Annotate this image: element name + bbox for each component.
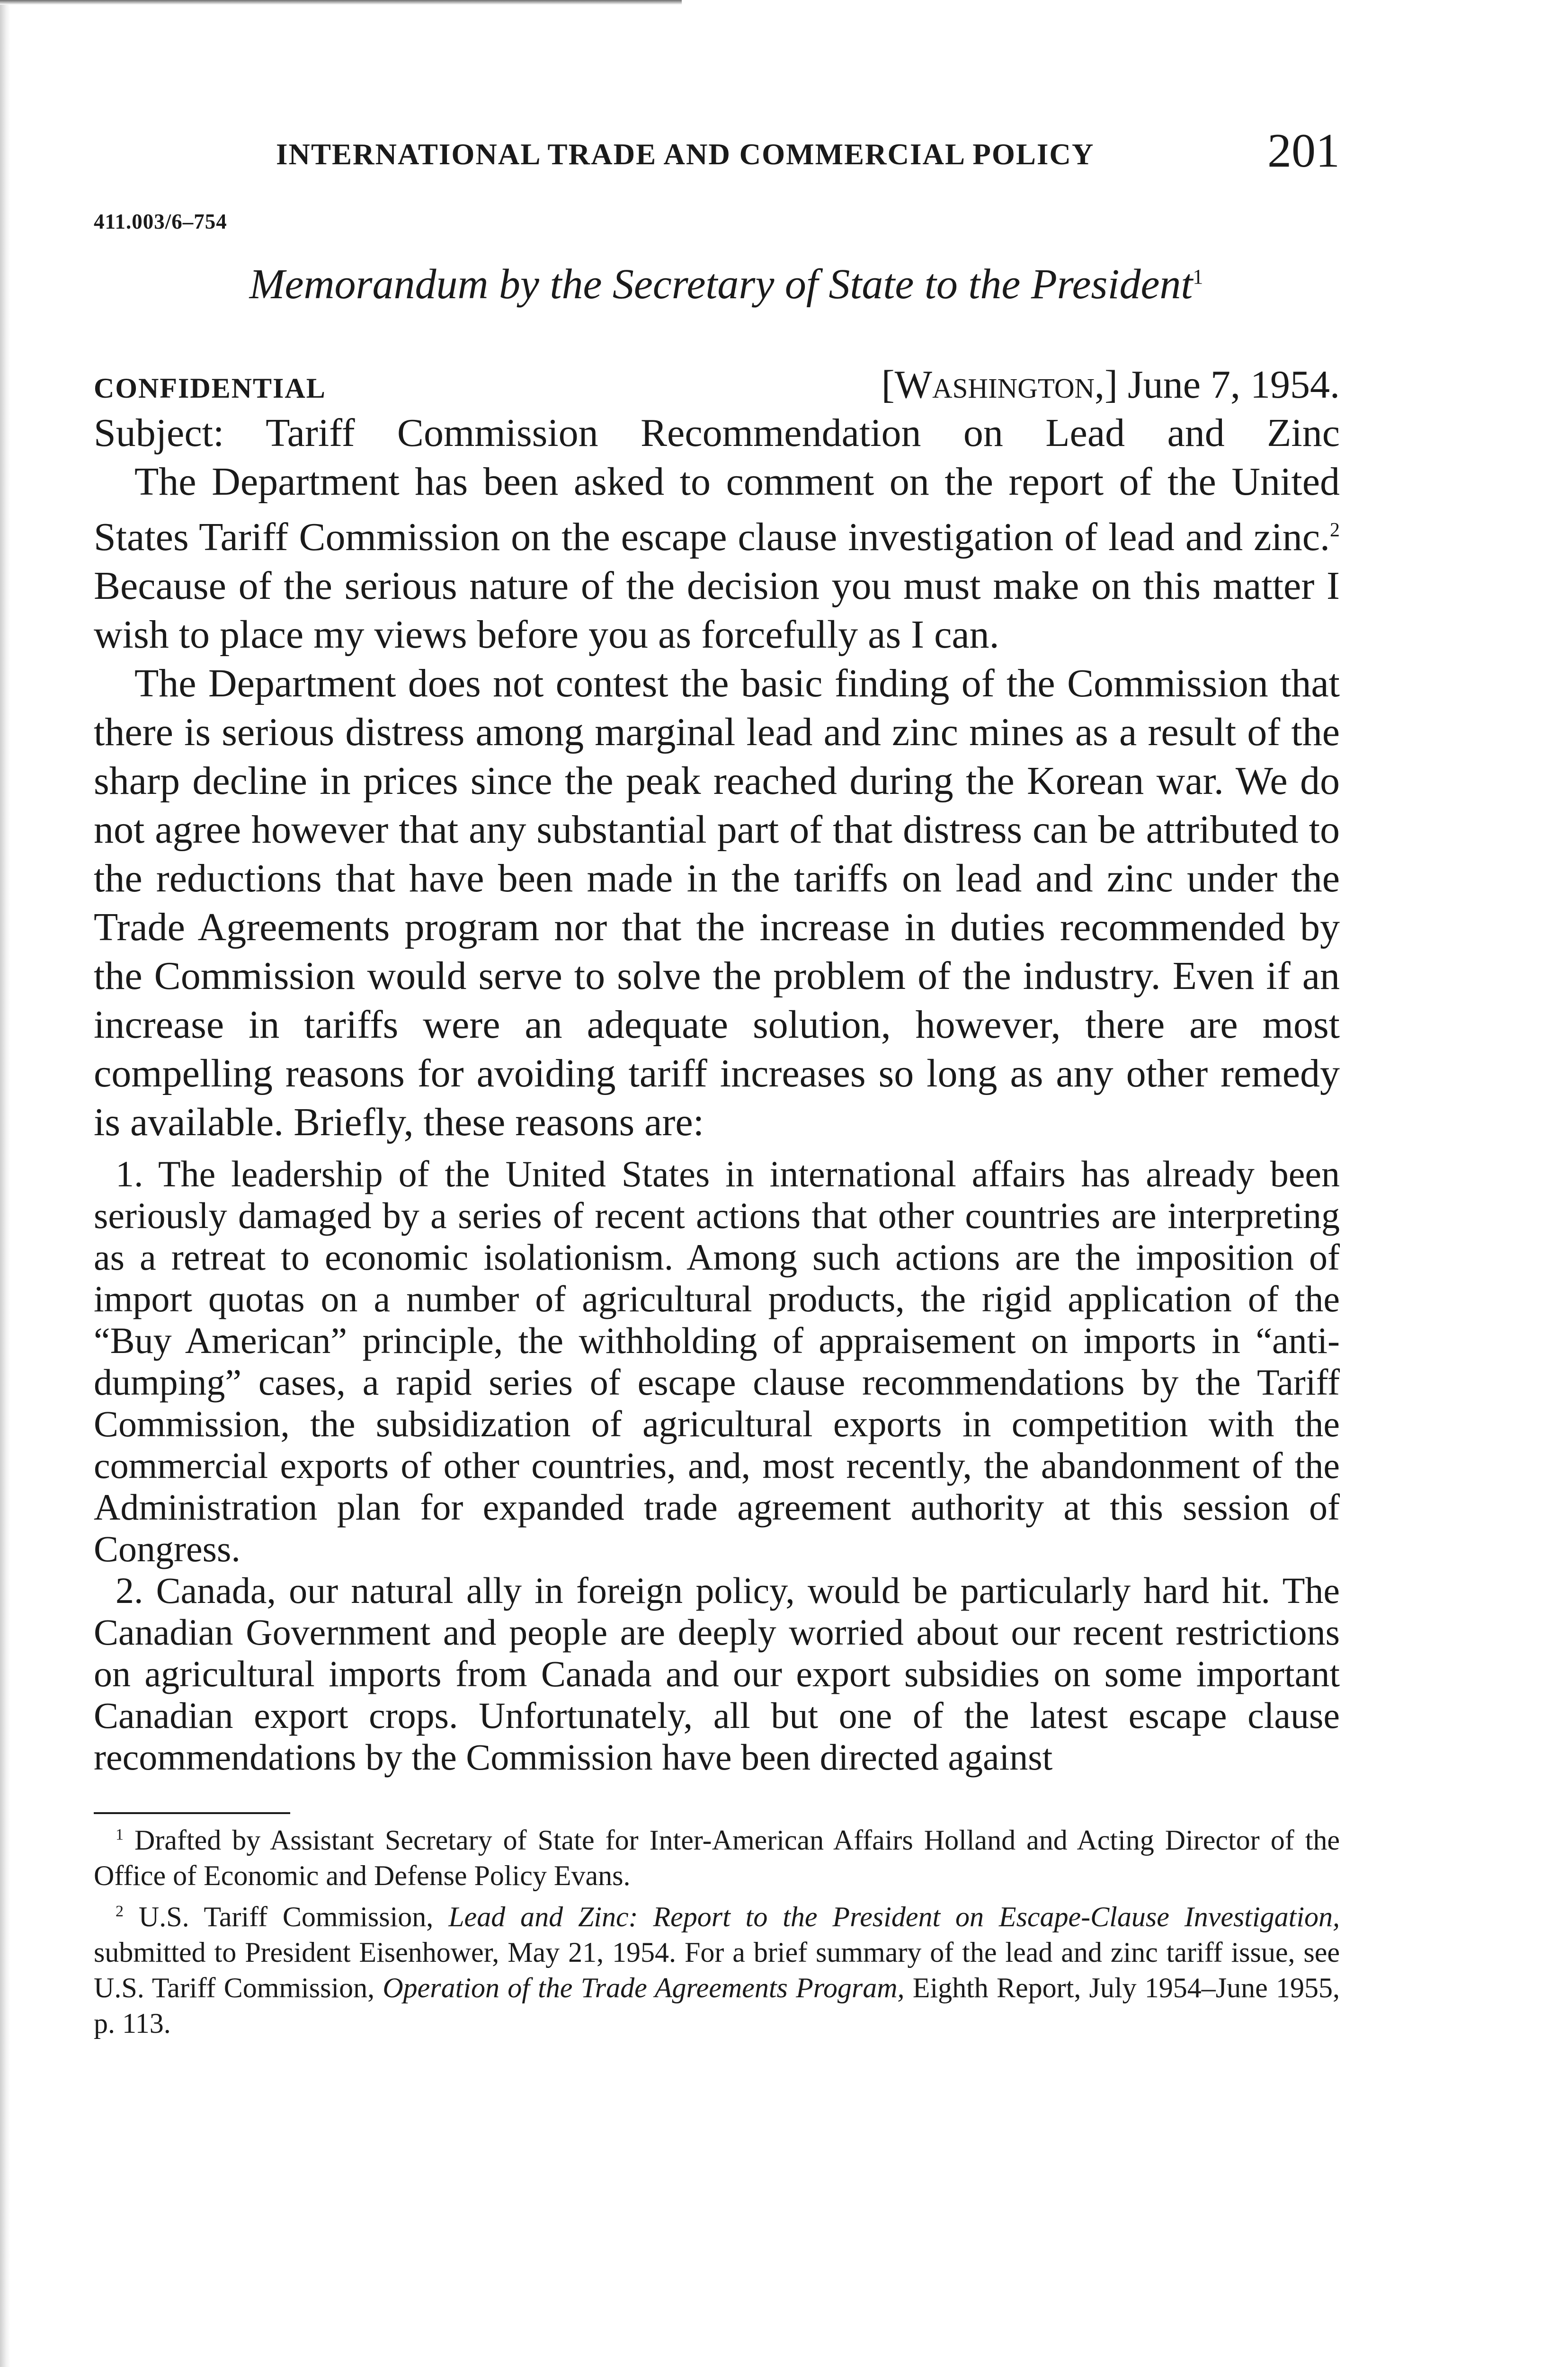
footnote-1-mark: 1 [116, 1826, 124, 1843]
document-title [94, 260, 1340, 309]
footnote-2-title-1: Lead and Zinc: Report to the President on Escape-Clause Investigation, [448, 1901, 1340, 1932]
classification-label: CONFIDENTIAL [94, 373, 326, 404]
footnote-1 [94, 1817, 1340, 1894]
reason-item-1: 1. The leadership of the United States in international affairs has already been seriously damaged by a series of recent actions that other countries are interpreting as a retreat to economic isolationism. Among such actions are the imposition of import quotas on a number of agricultural products, the rigid application of the “Buy American” principle, the withholding of appraisement on imports in “anti-dumping” cases, a rapid series of escape clause recommendations by the Tariff Commission, the subsidization of agricultural exports in competition with the commercial exports of other countries, and, most recently, the abandonment of the Administration plan for expanded trade agreement authority at this session of Congress. [94, 1153, 1340, 1569]
running-title: INTERNATIONAL TRADE AND COMMERCIAL POLICY [276, 138, 1095, 171]
subject-line: Subject: Tariff Commission Recommendation on Lead and Zinc [94, 411, 1340, 455]
page-content [94, 114, 1340, 2041]
footnote-2-title-2: Operation of the Trade Agreements Program, [383, 1972, 905, 2003]
reasons-list [94, 1153, 1340, 1778]
file-number: 411.003/6–754 [94, 210, 227, 233]
dateline-date: June 7, 1954. [1128, 363, 1340, 407]
page-top-edge [0, 0, 682, 5]
body-paragraph-1-text-b: Because of the serious nature of the decision you must make on this matter I wish to place my views before you as forcefully as I can. [94, 564, 1340, 657]
footnote-ref-2: 2 [1330, 519, 1340, 541]
document-title-text: Memorandum by the Secretary of State to the President [249, 261, 1193, 308]
reason-item-2: 2. Canada, our natural ally in foreign policy, would be particularly hard hit. The Canadian Government and people are deeply worried about our recent restrictions on agricultural imports from Canada and our export subsidies on some important Canadian export crops. Unfortunately, all but one of the latest escape clause recommendations by the Commission have been directed against [94, 1570, 1340, 1778]
footnote-1-text: Drafted by Assistant Secretary of State for Inter-American Affairs Holland and Acting Director of the Office of Economic and Defense Policy Evans. [94, 1824, 1340, 1891]
running-head [94, 114, 1340, 185]
body-paragraph-2: The Department does not contest the basic finding of the Commission that there is serious distress among marginal lead and zinc mines as a result of the sharp decline in prices since the peak reached during the Korean war. We do not agree however that any substantial part of that distress can be attributed to the reductions that have been made in the tariffs on lead and zinc under the Trade Agreements program nor that the increase in duties recommended by the Commission would serve to solve the problem of the industry. Even if an increase in tariffs were an adequate solution, however, there are most compelling reasons for avoiding tariff increases so long as any other remedy is available. Briefly, these reasons are: [94, 661, 1340, 1144]
footnote-2-mark: 2 [116, 1903, 124, 1920]
footnote-2 [94, 1894, 1340, 2041]
footnote-2-text-b: submitted to President Eisenhower, May 21, 1954. For a brief summary of the lead and zinc tariff issue, see U.S. Tariff Commission, [94, 1937, 1340, 2003]
page-binding-edge [0, 0, 10, 2367]
footnote-divider [94, 1812, 290, 1814]
footnote-ref-1: 1 [1193, 265, 1203, 288]
body-paragraph-1 [94, 457, 1340, 659]
footnote-2-text-c: Eighth Report, July 1954–June 1955, p. 113. [94, 1972, 1340, 2039]
classification-dateline-row [94, 362, 1340, 408]
dateline [882, 362, 1340, 408]
footnote-2-text-a: U.S. Tariff Commission, [138, 1901, 449, 1932]
dateline-place: [Washington,] [881, 363, 1118, 407]
body-paragraph-1-text-a: The Department has been asked to comment on the report of the United States Tariff Commission on the escape clause investigation of lead and zinc. [94, 460, 1340, 559]
page-number: 201 [1267, 124, 1340, 178]
